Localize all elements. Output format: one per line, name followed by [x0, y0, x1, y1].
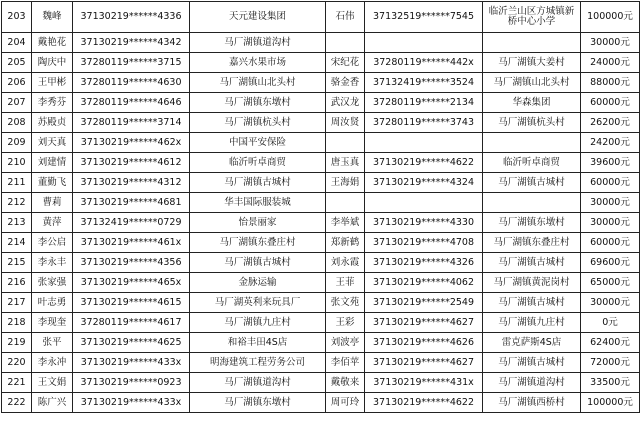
row-number-cell: 218 — [2, 313, 32, 333]
applicant-id-cell: 37130219******433x — [73, 393, 190, 413]
amount-cell: 30000元 — [581, 293, 640, 313]
spouse-employer-cell: 马厂湖镇古城村 — [483, 253, 581, 273]
applicant-employer-cell: 马厂湖镇古城村 — [190, 173, 326, 193]
row-number-cell: 220 — [2, 353, 32, 373]
spouse-id-cell: 37280119******442x — [365, 53, 483, 73]
spouse-id-cell: 37130219******4622 — [365, 393, 483, 413]
applicant-employer-cell: 怡景丽家 — [190, 213, 326, 233]
applicant-id-cell: 37130219******461x — [73, 233, 190, 253]
spouse-employer-cell: 雷克萨斯4S店 — [483, 333, 581, 353]
applicant-id-cell: 37130219******0923 — [73, 373, 190, 393]
table-row — [2, 353, 640, 373]
amount-cell: 39600元 — [581, 153, 640, 173]
applicant-id-cell: 37130219******4615 — [73, 293, 190, 313]
row-number-cell: 209 — [2, 133, 32, 153]
spouse-name-cell: 戴敬来 — [326, 373, 365, 393]
amount-cell: 60000元 — [581, 173, 640, 193]
table-row — [2, 393, 640, 413]
table-row — [2, 233, 640, 253]
spouse-name-cell: 王彩 — [326, 313, 365, 333]
spouse-id-cell: 37280119******2134 — [365, 93, 483, 113]
spouse-employer-cell: 马厂湖镇古城村 — [483, 293, 581, 313]
applicant-name-cell: 黄萍 — [32, 213, 73, 233]
applicant-id-cell: 37130219******465x — [73, 273, 190, 293]
amount-cell: 60000元 — [581, 93, 640, 113]
spouse-name-cell: 石伟 — [326, 2, 365, 33]
applicant-id-cell: 37280119******3714 — [73, 113, 190, 133]
amount-cell: 26200元 — [581, 113, 640, 133]
spouse-id-cell: 37130219******4622 — [365, 153, 483, 173]
applicant-id-cell: 37280119******4617 — [73, 313, 190, 333]
table-row — [2, 333, 640, 353]
row-number-cell: 207 — [2, 93, 32, 113]
spouse-id-cell: 37130219******431x — [365, 373, 483, 393]
table-row — [2, 2, 640, 33]
spouse-employer-cell: 马厂湖镇古城村 — [483, 353, 581, 373]
amount-cell: 24000元 — [581, 53, 640, 73]
spouse-id-cell: 37130219******4326 — [365, 253, 483, 273]
row-number-cell: 203 — [2, 2, 32, 33]
spouse-name-cell: 刘波亭 — [326, 333, 365, 353]
applicant-employer-cell: 马厂湖镇东叠庄村 — [190, 233, 326, 253]
row-number-cell: 221 — [2, 373, 32, 393]
row-number-cell: 215 — [2, 253, 32, 273]
spouse-name-cell: 骆金香 — [326, 73, 365, 93]
amount-cell: 88000元 — [581, 73, 640, 93]
amount-cell: 60000元 — [581, 233, 640, 253]
amount-cell: 0元 — [581, 313, 640, 333]
applicant-employer-cell: 天元建设集团 — [190, 2, 326, 33]
applicant-name-cell: 刘天真 — [32, 133, 73, 153]
row-number-cell: 211 — [2, 173, 32, 193]
applicant-name-cell: 李永冲 — [32, 353, 73, 373]
applicant-name-cell: 李公启 — [32, 233, 73, 253]
spouse-id-cell: 37132419******3524 — [365, 73, 483, 93]
spouse-employer-cell: 马厂湖镇黄泥岗村 — [483, 273, 581, 293]
applicant-employer-cell: 马厂湖镇道沟村 — [190, 33, 326, 53]
applicant-id-cell: 37280119******4646 — [73, 93, 190, 113]
spouse-employer-cell: 马厂湖镇古城村 — [483, 173, 581, 193]
table-row — [2, 173, 640, 193]
applicant-name-cell: 张平 — [32, 333, 73, 353]
amount-cell: 100000元 — [581, 2, 640, 33]
applicant-employer-cell: 马厂湖英利来玩具厂 — [190, 293, 326, 313]
applicant-id-cell: 37130219******462x — [73, 133, 190, 153]
applicant-id-cell: 37280119******4630 — [73, 73, 190, 93]
applicant-employer-cell: 马厂湖镇杭头村 — [190, 113, 326, 133]
row-number-cell: 208 — [2, 113, 32, 133]
applicant-employer-cell: 马厂湖镇古城村 — [190, 253, 326, 273]
applicant-id-cell: 37132419******0729 — [73, 213, 190, 233]
applicant-id-cell: 37130219******4625 — [73, 333, 190, 353]
applicant-name-cell: 李永丰 — [32, 253, 73, 273]
row-number-cell: 219 — [2, 333, 32, 353]
table-row — [2, 193, 640, 213]
row-number-cell: 206 — [2, 73, 32, 93]
spouse-employer-cell — [483, 33, 581, 53]
spouse-employer-cell: 马厂湖镇东墩村 — [483, 213, 581, 233]
spouse-name-cell: 王海娟 — [326, 173, 365, 193]
amount-cell: 24200元 — [581, 133, 640, 153]
spouse-id-cell: 37130219******4627 — [365, 313, 483, 333]
amount-cell: 100000元 — [581, 393, 640, 413]
spouse-id-cell: 37130219******2549 — [365, 293, 483, 313]
applicant-name-cell: 魏峰 — [32, 2, 73, 33]
row-number-cell: 222 — [2, 393, 32, 413]
applicant-employer-cell: 马厂湖镇九庄村 — [190, 313, 326, 333]
amount-cell: 30000元 — [581, 33, 640, 53]
applicant-employer-cell: 马厂湖镇东墩村 — [190, 393, 326, 413]
applicant-name-cell: 王文娟 — [32, 373, 73, 393]
applicant-id-cell: 37130219******4336 — [73, 2, 190, 33]
applicant-employer-cell: 临沂听卓商贸 — [190, 153, 326, 173]
household-income-table — [1, 1, 640, 413]
spouse-id-cell: 37132519******7545 — [365, 2, 483, 33]
row-number-cell: 217 — [2, 293, 32, 313]
spouse-employer-cell: 临沂听卓商贸 — [483, 153, 581, 173]
row-number-cell: 210 — [2, 153, 32, 173]
spouse-name-cell: 宋纪花 — [326, 53, 365, 73]
amount-cell: 30000元 — [581, 213, 640, 233]
applicant-name-cell: 陈广兴 — [32, 393, 73, 413]
applicant-id-cell: 37130219******4612 — [73, 153, 190, 173]
spouse-name-cell: 张文苑 — [326, 293, 365, 313]
applicant-employer-cell: 金脉运输 — [190, 273, 326, 293]
spouse-name-cell: 刘永霞 — [326, 253, 365, 273]
spouse-name-cell — [326, 133, 365, 153]
applicant-employer-cell: 中国平安保险 — [190, 133, 326, 153]
applicant-employer-cell: 马厂湖镇道沟村 — [190, 373, 326, 393]
spouse-employer-cell: 马厂湖镇大姜村 — [483, 53, 581, 73]
table-row — [2, 73, 640, 93]
applicant-name-cell: 戴艳花 — [32, 33, 73, 53]
applicant-id-cell: 37130219******4312 — [73, 173, 190, 193]
spouse-employer-cell: 马厂湖镇西桥村 — [483, 393, 581, 413]
row-number-cell: 214 — [2, 233, 32, 253]
applicant-name-cell: 刘建情 — [32, 153, 73, 173]
spouse-name-cell: 李佰苹 — [326, 353, 365, 373]
applicant-name-cell: 董勤飞 — [32, 173, 73, 193]
row-number-cell: 216 — [2, 273, 32, 293]
applicant-employer-cell: 和裕丰田4S店 — [190, 333, 326, 353]
amount-cell: 30000元 — [581, 193, 640, 213]
table-row — [2, 93, 640, 113]
spouse-id-cell: 37130219******4708 — [365, 233, 483, 253]
row-number-cell: 212 — [2, 193, 32, 213]
applicant-name-cell: 李秀芬 — [32, 93, 73, 113]
row-number-cell: 204 — [2, 33, 32, 53]
applicant-name-cell: 陶庆中 — [32, 53, 73, 73]
table-row — [2, 33, 640, 53]
spouse-id-cell — [365, 33, 483, 53]
spouse-name-cell: 唐玉真 — [326, 153, 365, 173]
table-row — [2, 113, 640, 133]
spouse-name-cell: 李举斌 — [326, 213, 365, 233]
applicant-name-cell: 苏殿贞 — [32, 113, 73, 133]
applicant-employer-cell: 马厂湖镇山北头村 — [190, 73, 326, 93]
applicant-name-cell: 李现奎 — [32, 313, 73, 333]
amount-cell: 65000元 — [581, 273, 640, 293]
row-number-cell: 213 — [2, 213, 32, 233]
applicant-id-cell: 37130219******4681 — [73, 193, 190, 213]
table-row — [2, 273, 640, 293]
spouse-name-cell: 周汝贤 — [326, 113, 365, 133]
table-row — [2, 153, 640, 173]
spouse-id-cell: 37130219******4627 — [365, 353, 483, 373]
spouse-name-cell: 郑新鹤 — [326, 233, 365, 253]
spouse-employer-cell: 马厂湖镇东叠庄村 — [483, 233, 581, 253]
spouse-id-cell: 37130219******4626 — [365, 333, 483, 353]
spouse-name-cell: 周可玲 — [326, 393, 365, 413]
amount-cell: 72000元 — [581, 353, 640, 373]
applicant-name-cell: 曹莉 — [32, 193, 73, 213]
spouse-employer-cell: 华森集团 — [483, 93, 581, 113]
spouse-name-cell: 武汉龙 — [326, 93, 365, 113]
applicant-employer-cell: 嘉兴水果市场 — [190, 53, 326, 73]
amount-cell: 69600元 — [581, 253, 640, 273]
spouse-employer-cell: 临沂兰山区方城镇新桥中心小学 — [483, 2, 581, 33]
applicant-id-cell: 37130219******4356 — [73, 253, 190, 273]
applicant-id-cell: 37130219******433x — [73, 353, 190, 373]
applicant-employer-cell: 明海建筑工程劳务公司 — [190, 353, 326, 373]
spouse-name-cell — [326, 33, 365, 53]
spouse-id-cell: 37130219******4062 — [365, 273, 483, 293]
spouse-employer-cell — [483, 133, 581, 153]
spouse-name-cell: 王菲 — [326, 273, 365, 293]
table-row — [2, 293, 640, 313]
applicant-name-cell: 张家强 — [32, 273, 73, 293]
spouse-id-cell: 37130219******4324 — [365, 173, 483, 193]
table-row — [2, 133, 640, 153]
applicant-id-cell: 37280119******3715 — [73, 53, 190, 73]
spouse-employer-cell: 马厂湖镇道沟村 — [483, 373, 581, 393]
spouse-employer-cell: 马厂湖镇九庄村 — [483, 313, 581, 333]
row-number-cell: 205 — [2, 53, 32, 73]
spouse-employer-cell: 马厂湖镇山北头村 — [483, 73, 581, 93]
amount-cell: 33500元 — [581, 373, 640, 393]
spouse-id-cell — [365, 133, 483, 153]
amount-cell: 62400元 — [581, 333, 640, 353]
table-row — [2, 253, 640, 273]
spouse-employer-cell: 马厂湖镇杭头村 — [483, 113, 581, 133]
applicant-name-cell: 王甲彬 — [32, 73, 73, 93]
spouse-id-cell: 37280119******3743 — [365, 113, 483, 133]
table-row — [2, 373, 640, 393]
spouse-name-cell — [326, 193, 365, 213]
table-row — [2, 213, 640, 233]
table-row — [2, 53, 640, 73]
table-row — [2, 313, 640, 333]
spouse-employer-cell — [483, 193, 581, 213]
applicant-employer-cell: 华丰国际服装城 — [190, 193, 326, 213]
table-body — [2, 2, 640, 413]
applicant-name-cell: 叶志勇 — [32, 293, 73, 313]
applicant-employer-cell: 马厂湖镇东墩村 — [190, 93, 326, 113]
spouse-id-cell: 37130219******4330 — [365, 213, 483, 233]
applicant-id-cell: 37130219******4342 — [73, 33, 190, 53]
spouse-id-cell — [365, 193, 483, 213]
